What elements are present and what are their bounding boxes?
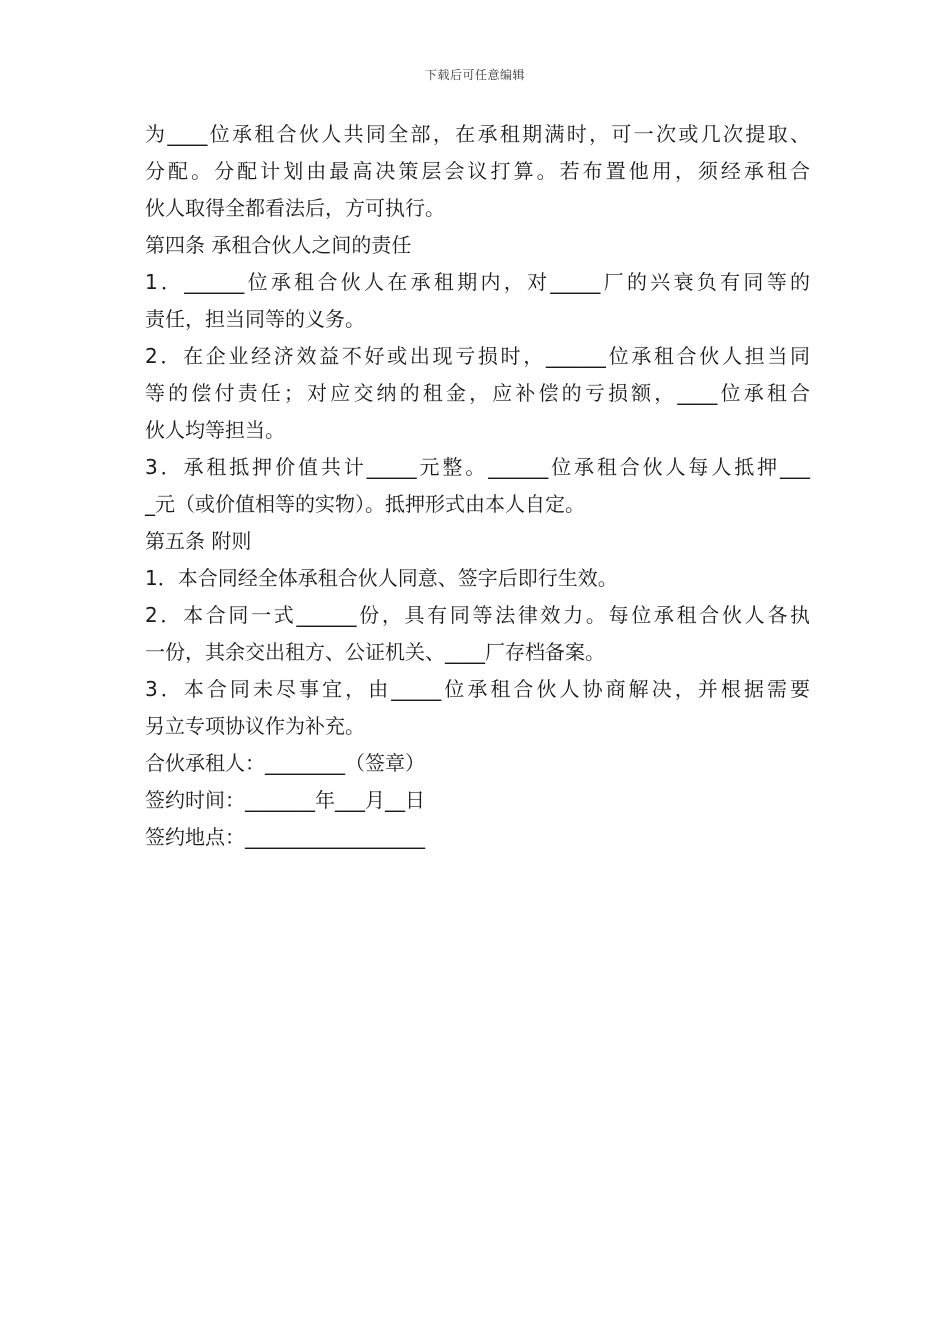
text-line-3: 伙人取得全都看法后，方可执行。 [145, 196, 445, 220]
text-line-11: _元（或价值相等的实物）。抵押形式由本人自定。 [145, 492, 585, 516]
text-line-15: 一份，其余交出租方、公证机关、____厂存档备案。 [145, 640, 605, 664]
text-line-13: 1．本合同经全体承租合伙人同意、签字后即行生效。 [145, 566, 618, 590]
signature-line-place: 签约地点：__________________ [145, 825, 425, 849]
text-line-1: 为____位承租合伙人共同全部，在承租期满时，可一次或几次提取、 [145, 122, 810, 146]
signature-line-partner: 合伙承租人：________（签章） [145, 751, 425, 775]
text-line-14: 2．本合同一式______份，具有同等法律效力。每位承租合伙人各执 [145, 603, 810, 627]
text-line-16: 3．本合同未尽事宜，由_____位承租合伙人协商解决，并根据需要 [145, 677, 810, 701]
document-body [145, 116, 810, 856]
page-header: 下载后可任意编辑 [424, 68, 525, 82]
text-line-10: 3．承租抵押价值共计_____元整。______位承租合伙人每人抵押___ [145, 455, 810, 479]
text-line-5: 1．______位承租合伙人在承租期内，对_____厂的兴衰负有同等的 [145, 270, 810, 294]
text-line-9: 伙人均等担当。 [145, 418, 285, 442]
text-line-7: 2．在企业经济效益不好或出现亏损时，______位承租合伙人担当同 [145, 344, 810, 368]
text-line-6: 责任，担当同等的义务。 [145, 307, 365, 331]
signature-line-date: 签约时间：_______年___月__日 [145, 788, 425, 812]
text-line-2: 分配。分配计划由最高决策层会议打算。若布置他用，须经承租合 [145, 159, 810, 183]
text-line-8: 等的偿付责任；对应交纳的租金，应补偿的亏损额，____位承租合 [145, 381, 810, 405]
section-heading-4: 第四条 承租合伙人之间的责任 [145, 233, 412, 257]
section-heading-5: 第五条 附则 [145, 529, 252, 553]
text-line-17: 另立专项协议作为补充。 [145, 714, 365, 738]
